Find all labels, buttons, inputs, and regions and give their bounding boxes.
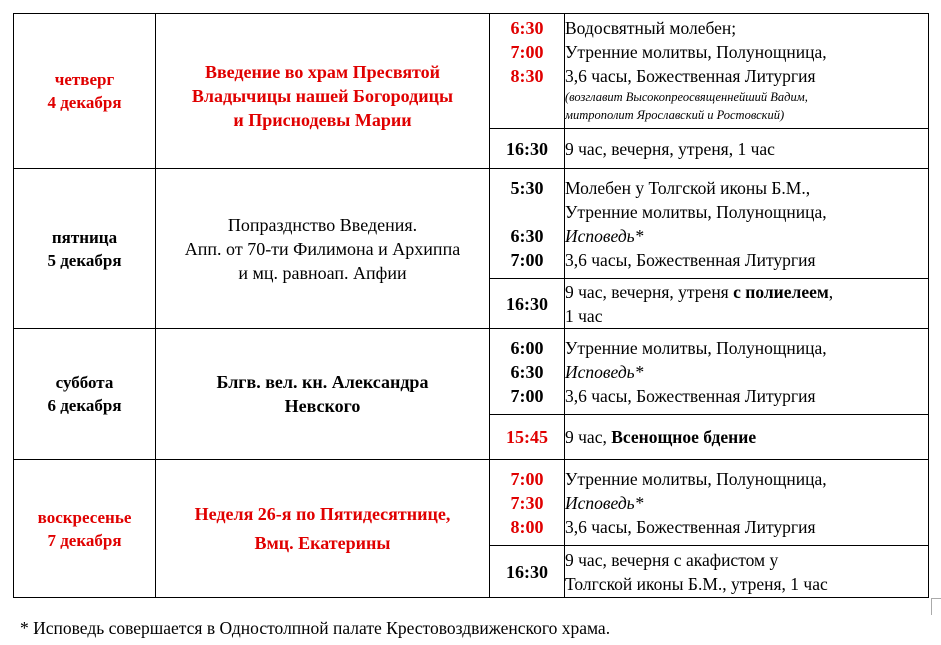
day-cell bbox=[14, 329, 156, 460]
service-line: 1 час bbox=[565, 305, 603, 326]
time: 16:30 bbox=[506, 293, 548, 314]
feast-cell bbox=[156, 169, 490, 329]
schedule-table bbox=[13, 13, 929, 598]
service-note: (возглавит Высокопреосвященнейший Вадим, bbox=[565, 90, 808, 104]
times-cell bbox=[490, 546, 565, 598]
service-line: Утренние молитвы, Полунощница, bbox=[565, 468, 827, 489]
day-row-saturday-morning bbox=[14, 329, 929, 415]
services-cell bbox=[565, 14, 929, 129]
times-cell bbox=[490, 169, 565, 279]
services-cell bbox=[565, 460, 929, 546]
time: 8:00 bbox=[510, 516, 544, 537]
date: 4 декабря bbox=[47, 93, 122, 112]
day-row-thursday-morning bbox=[14, 14, 929, 129]
feast-line: Апп. от 70-ти Филимона и Архиппа bbox=[184, 239, 461, 259]
feast-line: Блгв. вел. кн. Александра bbox=[216, 372, 429, 392]
confession-line: Исповедь* bbox=[565, 226, 644, 246]
weekday: четверг bbox=[54, 70, 115, 89]
footnote: * Исповедь совершается в Одностолпной палате Крестовоздвиженского храма. bbox=[20, 618, 611, 638]
date: 6 декабря bbox=[47, 396, 122, 415]
times-cell bbox=[490, 460, 565, 546]
feast-cell bbox=[156, 329, 490, 460]
day-cell bbox=[14, 14, 156, 169]
times-cell bbox=[490, 279, 565, 329]
time: 7:30 bbox=[510, 492, 544, 513]
feast-line: Невского bbox=[284, 396, 361, 416]
time: 16:30 bbox=[506, 138, 548, 159]
paragraph-mark bbox=[931, 598, 941, 615]
time: 7:00 bbox=[510, 42, 544, 62]
service-line: 3,6 часы, Божественная Литургия bbox=[565, 516, 816, 537]
service-line: 3,6 часы, Божественная Литургия bbox=[565, 250, 816, 270]
time: 8:30 bbox=[510, 66, 544, 86]
time: 16:30 bbox=[506, 561, 548, 582]
service-line: 9 час, Всенощное бдение bbox=[565, 427, 757, 447]
day-cell bbox=[14, 169, 156, 329]
feast-line: Попразднство Введения. bbox=[227, 215, 418, 235]
services-cell bbox=[565, 329, 929, 415]
services-cell bbox=[565, 279, 929, 329]
feast-line: Владычицы нашей Богородицы bbox=[191, 86, 454, 106]
services-cell bbox=[565, 546, 929, 598]
time: 6:30 bbox=[510, 226, 544, 246]
feast-line: Неделя 26-я по Пятидесятнице, bbox=[194, 503, 451, 524]
service-line: 3,6 часы, Божественная Литургия bbox=[565, 385, 816, 406]
feast-line: и Приснодевы Марии bbox=[233, 110, 412, 130]
service-line: Водосвятный молебен; bbox=[565, 18, 737, 38]
day-row-friday-morning bbox=[14, 169, 929, 279]
feast-line: и мц. равноап. Апфии bbox=[238, 263, 407, 283]
time: 5:30 bbox=[510, 178, 544, 198]
feast-line: Введение во храм Пресвятой bbox=[204, 62, 441, 82]
weekday: суббота bbox=[55, 373, 114, 392]
day-row-sunday-morning bbox=[14, 460, 929, 546]
date: 5 декабря bbox=[47, 250, 122, 270]
time: 7:00 bbox=[510, 385, 544, 406]
service-line: 9 час, вечерня, утреня, 1 час bbox=[565, 138, 775, 159]
time: 7:00 bbox=[510, 468, 544, 489]
time: 7:00 bbox=[510, 250, 544, 270]
times-cell bbox=[490, 415, 565, 460]
date: 7 декабря bbox=[47, 530, 122, 550]
weekday: воскресенье bbox=[37, 507, 132, 527]
service-line: Утренние молитвы, Полунощница, bbox=[565, 42, 827, 62]
time: 6:00 bbox=[510, 337, 544, 358]
times-cell bbox=[490, 14, 565, 129]
service-line: Молебен у Толгской иконы Б.М., bbox=[565, 178, 811, 198]
time: 6:30 bbox=[510, 18, 544, 38]
service-line: 9 час, вечерня с акафистом у bbox=[565, 549, 779, 570]
service-line: 9 час, вечерня, утреня с полиелеем, bbox=[565, 281, 834, 302]
service-line: 3,6 часы, Божественная Литургия bbox=[565, 66, 816, 86]
feast-cell bbox=[156, 460, 490, 598]
service-line: Толгской иконы Б.М., утреня, 1 час bbox=[565, 573, 828, 594]
service-line: Утренние молитвы, Полунощница, bbox=[565, 202, 827, 222]
confession-line: Исповедь* bbox=[565, 361, 644, 382]
service-note: митрополит Ярославский и Ростовский) bbox=[565, 108, 785, 122]
feast-line: Вмц. Екатерины bbox=[254, 532, 391, 553]
time: 15:45 bbox=[506, 427, 548, 447]
time: 6:30 bbox=[510, 361, 544, 382]
services-cell bbox=[565, 415, 929, 460]
times-cell bbox=[490, 129, 565, 169]
services-cell bbox=[565, 129, 929, 169]
services-cell bbox=[565, 169, 929, 279]
feast-cell bbox=[156, 14, 490, 169]
day-cell bbox=[14, 460, 156, 598]
times-cell bbox=[490, 329, 565, 415]
confession-line: Исповедь* bbox=[565, 492, 644, 513]
weekday: пятница bbox=[51, 227, 118, 247]
service-line: Утренние молитвы, Полунощница, bbox=[565, 337, 827, 358]
